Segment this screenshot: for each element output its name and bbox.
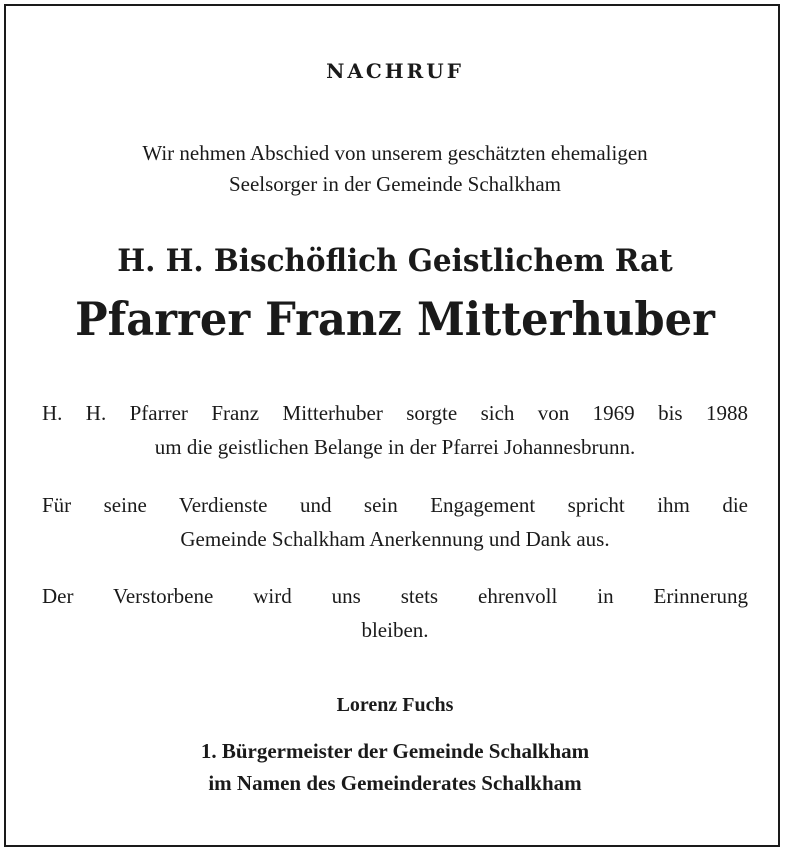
- paragraph-1-line-1: H. H. Pfarrer Franz Mitterhuber sorgte sich von 1969 bis 1988: [42, 401, 748, 425]
- deceased-name: Pfarrer Franz Mitterhuber: [75, 292, 715, 346]
- intro-line-1: Wir nehmen Abschied von unserem geschätzten ehemaligen: [142, 141, 648, 165]
- paragraph-2-line-2: Gemeinde Schalkham Anerkennung und Dank aus.: [180, 527, 610, 551]
- honorific-title: H. H. Bischöflich Geistlichem Rat: [117, 243, 673, 279]
- signatory-name: Lorenz Fuchs: [336, 694, 454, 716]
- paragraph-3-line-2: bleiben.: [361, 618, 429, 642]
- paragraph-1-line-2: um die geistlichen Belange in der Pfarrei Johannesbrunn.: [154, 435, 636, 459]
- paragraph-2-line-1: Für seine Verdienste und sein Engagement spricht ihm die: [42, 493, 748, 517]
- signatory-role-line-2: im Namen des Gemeinderates Schalkham: [208, 771, 582, 795]
- notice-heading: NACHRUF: [326, 59, 464, 83]
- paragraph-3-line-1: Der Verstorbene wird uns stets ehrenvoll in Erinnerung: [42, 584, 748, 608]
- notice-border: [4, 4, 780, 847]
- signatory-role-line-1: 1. Bürgermeister der Gemeinde Schalkham: [200, 739, 590, 763]
- intro-line-2: Seelsorger in der Gemeinde Schalkham: [228, 172, 561, 196]
